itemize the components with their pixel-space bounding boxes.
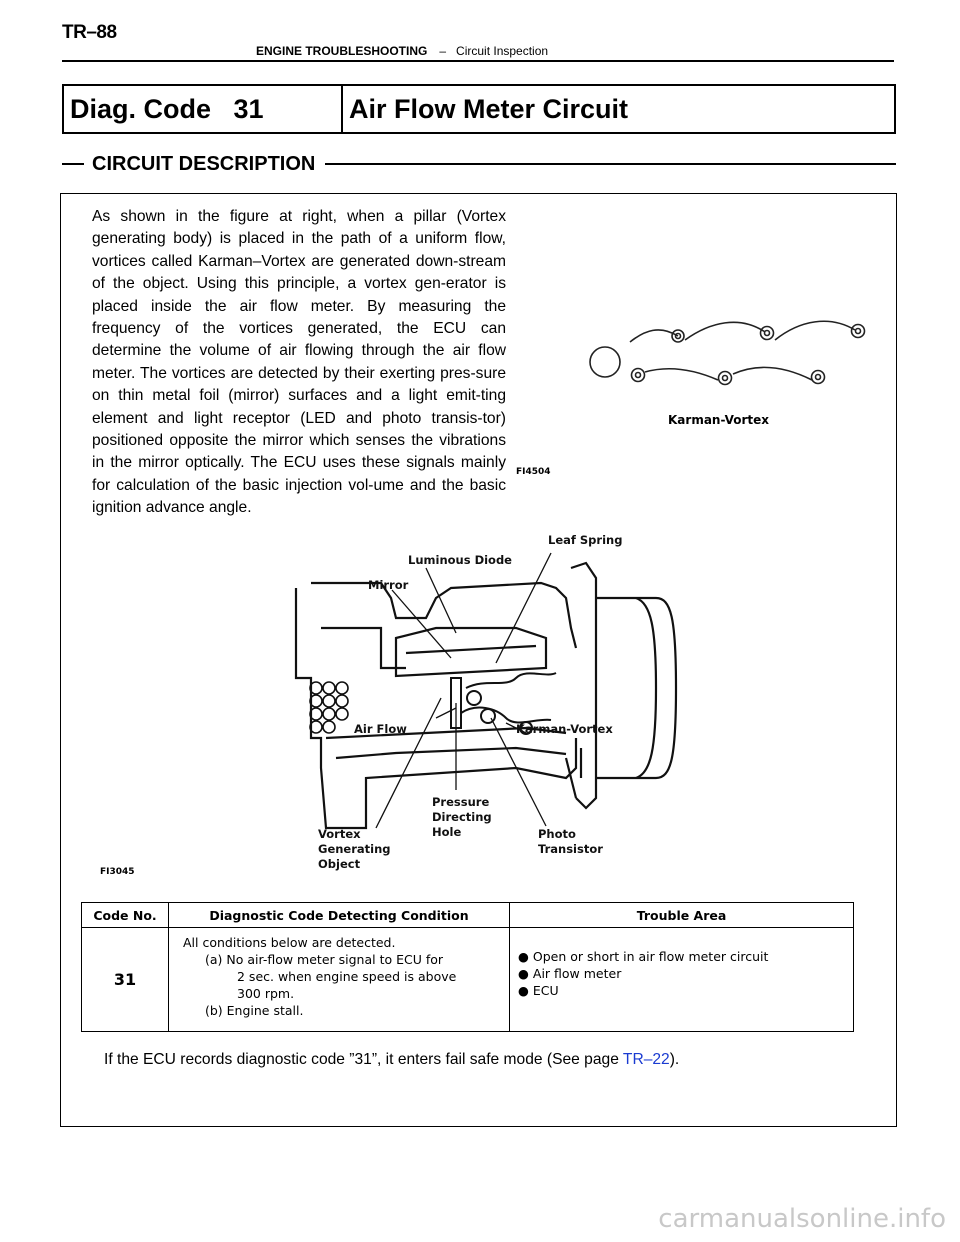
condition-line: (b) Engine stall. [205, 1003, 304, 1018]
failsafe-end: ). [669, 1051, 680, 1068]
header-condition: Diagnostic Code Detecting Condition [169, 903, 510, 928]
condition-line: (a) No air-flow meter signal to ECU for [205, 952, 444, 967]
photo-label: Photo [538, 827, 576, 841]
table-header-row [82, 903, 854, 928]
page-reference-link[interactable]: TR–22 [622, 1051, 670, 1068]
karman-vortex-figure [516, 300, 880, 490]
air-flow-meter-figure [96, 528, 716, 880]
circuit-description-text: As shown in the figure at right, when a pillar (Vortex generating body) is placed in the path of a uniform flow, vortices called Karman–Vortex are generated down-stream of the object. Using this principle, a vortex gen-erator is placed inside the air flow meter. By measuring the frequency of the vortices generated, the ECU can determine the volume of air flowing through the air flow meter. The vortices are detected by their exerting pres-sure on thin metal foil (mirror) surfaces and a light emit-ting element and light receptor (LED and photo transis-tor) positioned opposite the mirror which senses the vibrations in the mirror optically. The ECU uses these signals mainly for calculation of the basic injection vol-ume and the basic ignition advance angle. [92, 208, 506, 517]
circuit-name-title: Air Flow Meter Circuit [349, 93, 629, 124]
trouble-area-item: ● Open or short in air flow meter circuit [518, 949, 769, 964]
pillar-circle [590, 347, 620, 377]
luminous-diode-label: Luminous Diode [408, 553, 512, 567]
condition-line: All conditions below are detected. [183, 935, 396, 950]
running-head [256, 44, 548, 58]
pressure-label: Pressure [432, 795, 490, 809]
page-number: TR–88 [62, 22, 117, 43]
generating-label: Generating [318, 842, 391, 856]
subsection-title: Circuit Inspection [456, 44, 549, 58]
leaf-spring-label: Leaf Spring [548, 533, 623, 547]
heading-rule-left [62, 163, 84, 165]
condition-line: 2 sec. when engine speed is above [237, 969, 457, 984]
title-box [62, 84, 896, 134]
failsafe-note [104, 1051, 679, 1069]
heading-rule-right [325, 163, 896, 165]
karman-vortex-cutaway-label: Karman-Vortex [516, 722, 613, 736]
section-heading [62, 150, 896, 178]
figure2-code: FI3045 [100, 867, 135, 877]
header-separator: – [439, 44, 447, 58]
table-row [82, 928, 854, 1032]
trouble-area-cell [510, 928, 854, 1032]
directing-label: Directing [432, 810, 492, 824]
condition-line: 300 rpm. [237, 986, 295, 1001]
code-cell: 31 [82, 928, 169, 1032]
mirror-label: Mirror [368, 578, 409, 592]
condition-cell [169, 928, 510, 1032]
diag-code-title [64, 86, 343, 132]
watermark: carmanualsonline.info [658, 1204, 946, 1234]
section-title: ENGINE TROUBLESHOOTING [256, 44, 428, 58]
honeycomb-inlet [310, 682, 348, 733]
trouble-area-item: ● Air flow meter [518, 966, 622, 981]
object-label: Object [318, 857, 361, 871]
failsafe-text: If the ECU records diagnostic code ”31”, it enters fail safe mode (See page [104, 1051, 623, 1068]
header-code-no: Code No. [82, 903, 169, 928]
karman-vortex-label: Karman-Vortex [668, 413, 769, 427]
trouble-area-item: ● ECU [518, 983, 559, 998]
leader-lines [376, 553, 551, 828]
diag-code-text: Diag. Code 31 [70, 93, 264, 124]
vortex-label: Vortex [318, 827, 361, 841]
diagnostic-code-table [81, 902, 854, 1032]
header-rule [62, 60, 894, 62]
hole-label: Hole [432, 825, 462, 839]
section-heading-text: CIRCUIT DESCRIPTION [92, 152, 316, 175]
header-trouble-area: Trouble Area [510, 903, 854, 928]
transistor-label: Transistor [538, 842, 603, 856]
meter-body-outline [296, 563, 676, 828]
air-flow-label: Air Flow [354, 722, 407, 736]
figure1-code: FI4504 [516, 467, 551, 477]
